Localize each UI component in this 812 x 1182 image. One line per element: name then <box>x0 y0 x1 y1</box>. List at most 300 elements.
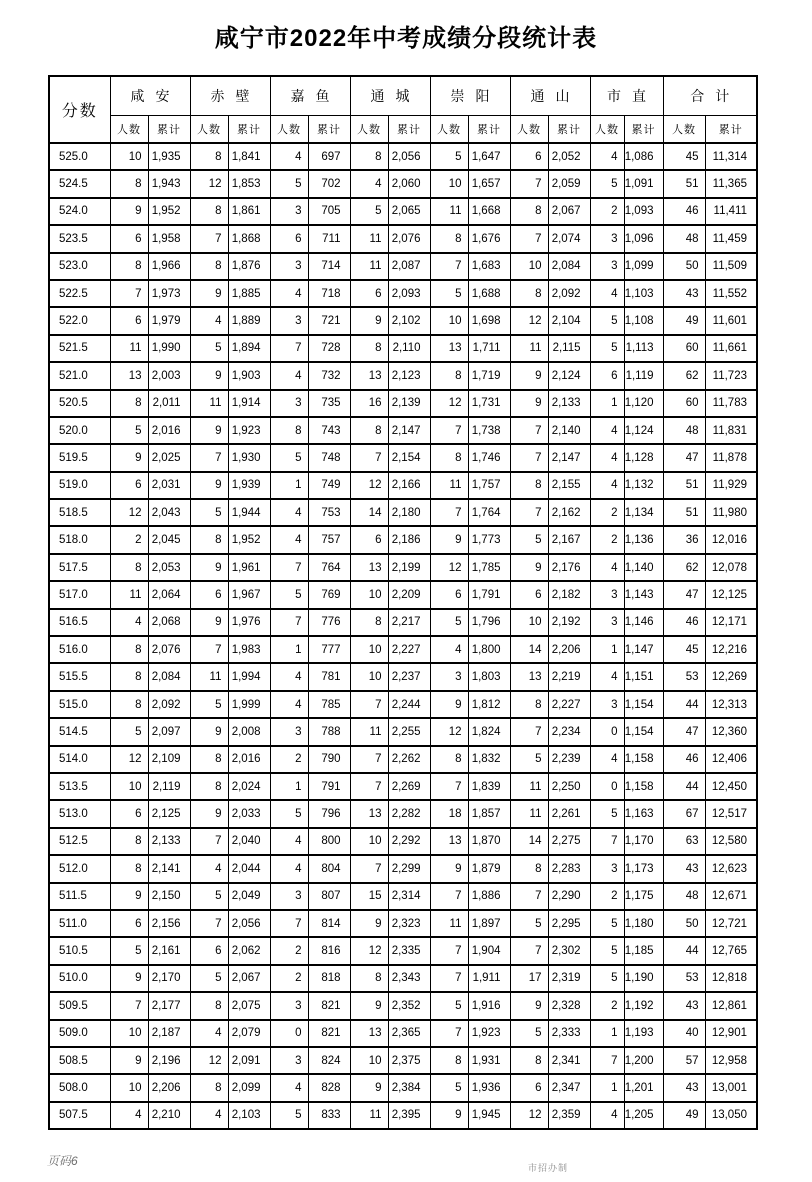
score-cell: 519.5 <box>49 444 110 471</box>
count-cell: 5 <box>590 965 624 992</box>
cumulative-cell: 2,016 <box>228 746 270 773</box>
count-cell: 5 <box>190 335 228 362</box>
count-cell: 1 <box>270 773 308 800</box>
cumulative-cell: 2,239 <box>548 746 590 773</box>
cumulative-cell: 2,255 <box>388 718 430 745</box>
count-cell: 4 <box>590 444 624 471</box>
count-cell: 9 <box>190 472 228 499</box>
count-cell: 11 <box>430 198 468 225</box>
cumulative-cell: 2,176 <box>548 554 590 581</box>
count-cell: 14 <box>510 828 548 855</box>
count-cell: 7 <box>350 855 388 882</box>
cumulative-cell: 12,721 <box>705 910 757 937</box>
cumulative-cell: 2,156 <box>148 910 190 937</box>
cumulative-cell: 2,103 <box>228 1102 270 1129</box>
score-cell: 512.5 <box>49 828 110 855</box>
cumulative-cell: 12,016 <box>705 526 757 553</box>
cumulative-cell: 2,187 <box>148 1020 190 1047</box>
count-cell: 9 <box>430 526 468 553</box>
cumulative-cell: 11,552 <box>705 280 757 307</box>
count-cell: 9 <box>110 198 148 225</box>
count-cell: 0 <box>590 718 624 745</box>
cumulative-cell: 753 <box>308 499 350 526</box>
count-cell: 62 <box>663 362 705 389</box>
count-cell: 8 <box>350 335 388 362</box>
cumulative-cell: 2,024 <box>228 773 270 800</box>
count-cell: 3 <box>270 253 308 280</box>
count-cell: 13 <box>350 362 388 389</box>
cumulative-cell: 2,219 <box>548 663 590 690</box>
count-cell: 6 <box>510 1074 548 1101</box>
count-cell: 7 <box>510 444 548 471</box>
cumulative-cell: 2,167 <box>548 526 590 553</box>
count-cell: 4 <box>270 828 308 855</box>
cumulative-cell: 1,175 <box>624 883 663 910</box>
count-cell: 4 <box>270 663 308 690</box>
cumulative-cell: 1,914 <box>228 390 270 417</box>
count-cell: 9 <box>350 307 388 334</box>
cumulative-cell: 2,040 <box>228 828 270 855</box>
count-cell: 5 <box>190 883 228 910</box>
cumulative-cell: 1,185 <box>624 937 663 964</box>
score-cell: 514.5 <box>49 718 110 745</box>
count-cell: 8 <box>110 855 148 882</box>
cumulative-cell: 2,045 <box>148 526 190 553</box>
cumulative-cell: 1,943 <box>148 170 190 197</box>
count-cell: 11 <box>350 718 388 745</box>
count-cell: 2 <box>590 992 624 1019</box>
cumulative-cell: 2,093 <box>388 280 430 307</box>
count-cell: 9 <box>110 1047 148 1074</box>
count-cell: 14 <box>350 499 388 526</box>
cumulative-cell: 12,269 <box>705 663 757 690</box>
cumulative-cell: 12,517 <box>705 800 757 827</box>
cumulative-cell: 2,182 <box>548 581 590 608</box>
count-cell: 14 <box>510 636 548 663</box>
score-cell: 519.0 <box>49 472 110 499</box>
count-cell: 47 <box>663 581 705 608</box>
count-cell: 2 <box>590 198 624 225</box>
score-column-header: 分数 <box>49 76 110 143</box>
score-cell: 510.0 <box>49 965 110 992</box>
subheader-count: 人数 <box>663 116 705 144</box>
count-cell: 5 <box>590 937 624 964</box>
count-cell: 7 <box>510 883 548 910</box>
count-cell: 1 <box>590 390 624 417</box>
cumulative-cell: 791 <box>308 773 350 800</box>
cumulative-cell: 2,049 <box>228 883 270 910</box>
cumulative-cell: 2,261 <box>548 800 590 827</box>
table-row <box>49 335 757 362</box>
count-cell: 4 <box>270 691 308 718</box>
table-row <box>49 691 757 718</box>
count-cell: 9 <box>430 1102 468 1129</box>
count-cell: 8 <box>430 444 468 471</box>
group-header-row <box>49 76 757 116</box>
cumulative-cell: 1,099 <box>624 253 663 280</box>
cumulative-cell: 1,832 <box>468 746 510 773</box>
count-cell: 11 <box>430 910 468 937</box>
count-cell: 0 <box>270 1020 308 1047</box>
cumulative-cell: 2,060 <box>388 170 430 197</box>
count-cell: 6 <box>510 581 548 608</box>
score-cell: 511.0 <box>49 910 110 937</box>
cumulative-cell: 2,076 <box>148 636 190 663</box>
cumulative-cell: 702 <box>308 170 350 197</box>
cumulative-cell: 2,180 <box>388 499 430 526</box>
group-header-jiayu: 嘉鱼 <box>270 76 350 116</box>
count-cell: 8 <box>510 472 548 499</box>
cumulative-cell: 12,765 <box>705 937 757 964</box>
score-cell: 516.0 <box>49 636 110 663</box>
subheader-cumulative: 累计 <box>388 116 430 144</box>
count-cell: 8 <box>110 691 148 718</box>
count-cell: 9 <box>430 855 468 882</box>
count-cell: 3 <box>270 390 308 417</box>
subheader-cumulative: 累计 <box>624 116 663 144</box>
count-cell: 3 <box>590 581 624 608</box>
cumulative-cell: 1,143 <box>624 581 663 608</box>
count-cell: 9 <box>190 362 228 389</box>
cumulative-cell: 1,876 <box>228 253 270 280</box>
cumulative-cell: 1,803 <box>468 663 510 690</box>
cumulative-cell: 1,894 <box>228 335 270 362</box>
count-cell: 11 <box>350 253 388 280</box>
cumulative-cell: 1,154 <box>624 691 663 718</box>
count-cell: 8 <box>190 1074 228 1101</box>
count-cell: 8 <box>350 609 388 636</box>
cumulative-cell: 1,800 <box>468 636 510 663</box>
cumulative-cell: 718 <box>308 280 350 307</box>
cumulative-cell: 2,084 <box>148 663 190 690</box>
count-cell: 10 <box>430 170 468 197</box>
cumulative-cell: 2,064 <box>148 581 190 608</box>
cumulative-cell: 1,119 <box>624 362 663 389</box>
count-cell: 8 <box>110 390 148 417</box>
table-row <box>49 526 757 553</box>
cumulative-cell: 2,119 <box>148 773 190 800</box>
cumulative-cell: 1,979 <box>148 307 190 334</box>
cumulative-cell: 2,359 <box>548 1102 590 1129</box>
count-cell: 10 <box>350 1047 388 1074</box>
cumulative-cell: 1,103 <box>624 280 663 307</box>
count-cell: 7 <box>270 910 308 937</box>
count-cell: 8 <box>190 992 228 1019</box>
cumulative-cell: 1,923 <box>228 417 270 444</box>
score-cell: 524.0 <box>49 198 110 225</box>
cumulative-cell: 2,237 <box>388 663 430 690</box>
score-cell: 523.0 <box>49 253 110 280</box>
cumulative-cell: 2,177 <box>148 992 190 1019</box>
table-row <box>49 800 757 827</box>
count-cell: 9 <box>190 718 228 745</box>
cumulative-cell: 11,509 <box>705 253 757 280</box>
count-cell: 3 <box>270 198 308 225</box>
cumulative-cell: 781 <box>308 663 350 690</box>
count-cell: 13 <box>350 800 388 827</box>
cumulative-cell: 11,314 <box>705 143 757 170</box>
cumulative-cell: 1,911 <box>468 965 510 992</box>
cumulative-cell: 2,217 <box>388 609 430 636</box>
subheader-count: 人数 <box>110 116 148 144</box>
count-cell: 53 <box>663 663 705 690</box>
score-cell: 508.5 <box>49 1047 110 1074</box>
cumulative-cell: 1,967 <box>228 581 270 608</box>
score-cell: 513.5 <box>49 773 110 800</box>
cumulative-cell: 1,158 <box>624 746 663 773</box>
count-cell: 11 <box>510 335 548 362</box>
table-row <box>49 280 757 307</box>
table-row <box>49 143 757 170</box>
score-cell: 507.5 <box>49 1102 110 1129</box>
count-cell: 5 <box>190 965 228 992</box>
cumulative-cell: 2,282 <box>388 800 430 827</box>
group-header-shizhi: 市直 <box>590 76 663 116</box>
count-cell: 7 <box>110 280 148 307</box>
count-cell: 6 <box>190 937 228 964</box>
cumulative-cell: 1,158 <box>624 773 663 800</box>
cumulative-cell: 1,930 <box>228 444 270 471</box>
score-cell: 514.0 <box>49 746 110 773</box>
count-cell: 9 <box>190 280 228 307</box>
cumulative-cell: 2,262 <box>388 746 430 773</box>
count-cell: 51 <box>663 472 705 499</box>
count-cell: 3 <box>270 883 308 910</box>
cumulative-cell: 2,323 <box>388 910 430 937</box>
cumulative-cell: 1,190 <box>624 965 663 992</box>
cumulative-cell: 1,091 <box>624 170 663 197</box>
cumulative-cell: 1,731 <box>468 390 510 417</box>
cumulative-cell: 1,952 <box>148 198 190 225</box>
count-cell: 47 <box>663 718 705 745</box>
count-cell: 12 <box>350 937 388 964</box>
cumulative-cell: 2,139 <box>388 390 430 417</box>
cumulative-cell: 1,916 <box>468 992 510 1019</box>
count-cell: 12 <box>510 1102 548 1129</box>
count-cell: 3 <box>270 1047 308 1074</box>
count-cell: 57 <box>663 1047 705 1074</box>
count-cell: 8 <box>510 280 548 307</box>
count-cell: 15 <box>350 883 388 910</box>
cumulative-cell: 800 <box>308 828 350 855</box>
cumulative-cell: 11,980 <box>705 499 757 526</box>
count-cell: 9 <box>350 910 388 937</box>
cumulative-cell: 1,136 <box>624 526 663 553</box>
subheader-cumulative: 累计 <box>468 116 510 144</box>
count-cell: 11 <box>190 390 228 417</box>
page-number-label: 页码6 <box>47 1154 78 1168</box>
cumulative-cell: 12,171 <box>705 609 757 636</box>
cumulative-cell: 2,250 <box>548 773 590 800</box>
cumulative-cell: 2,084 <box>548 253 590 280</box>
count-cell: 7 <box>430 253 468 280</box>
count-cell: 5 <box>270 800 308 827</box>
cumulative-cell: 2,109 <box>148 746 190 773</box>
count-cell: 8 <box>510 1047 548 1074</box>
count-cell: 43 <box>663 855 705 882</box>
count-cell: 13 <box>510 663 548 690</box>
cumulative-cell: 2,033 <box>228 800 270 827</box>
cumulative-cell: 1,719 <box>468 362 510 389</box>
table-row <box>49 581 757 608</box>
count-cell: 5 <box>430 280 468 307</box>
cumulative-cell: 11,783 <box>705 390 757 417</box>
count-cell: 8 <box>350 417 388 444</box>
count-cell: 13 <box>110 362 148 389</box>
count-cell: 5 <box>270 170 308 197</box>
cumulative-cell: 721 <box>308 307 350 334</box>
count-cell: 5 <box>510 526 548 553</box>
count-cell: 1 <box>270 636 308 663</box>
cumulative-cell: 11,601 <box>705 307 757 334</box>
cumulative-cell: 2,141 <box>148 855 190 882</box>
cumulative-cell: 2,209 <box>388 581 430 608</box>
count-cell: 7 <box>350 773 388 800</box>
count-cell: 9 <box>190 609 228 636</box>
cumulative-cell: 2,076 <box>388 225 430 252</box>
table-row <box>49 1020 757 1047</box>
count-cell: 10 <box>110 1074 148 1101</box>
table-row <box>49 910 757 937</box>
subheader-count: 人数 <box>430 116 468 144</box>
count-cell: 7 <box>510 170 548 197</box>
count-cell: 8 <box>110 828 148 855</box>
count-cell: 8 <box>350 965 388 992</box>
count-cell: 3 <box>590 691 624 718</box>
count-cell: 12 <box>430 390 468 417</box>
subheader-cumulative: 累计 <box>308 116 350 144</box>
count-cell: 12 <box>430 718 468 745</box>
cumulative-cell: 1,146 <box>624 609 663 636</box>
cumulative-cell: 1,861 <box>228 198 270 225</box>
count-cell: 7 <box>190 225 228 252</box>
count-cell: 5 <box>270 581 308 608</box>
subheader-row <box>49 116 757 144</box>
cumulative-cell: 1,683 <box>468 253 510 280</box>
cumulative-cell: 2,206 <box>548 636 590 663</box>
count-cell: 9 <box>110 965 148 992</box>
cumulative-cell: 11,365 <box>705 170 757 197</box>
score-cell: 517.0 <box>49 581 110 608</box>
table-row <box>49 499 757 526</box>
cumulative-cell: 2,275 <box>548 828 590 855</box>
count-cell: 7 <box>430 937 468 964</box>
count-cell: 10 <box>110 1020 148 1047</box>
cumulative-cell: 2,097 <box>148 718 190 745</box>
count-cell: 7 <box>270 335 308 362</box>
count-cell: 8 <box>110 253 148 280</box>
cumulative-cell: 2,056 <box>388 143 430 170</box>
count-cell: 11 <box>110 335 148 362</box>
cumulative-cell: 1,688 <box>468 280 510 307</box>
cumulative-cell: 1,961 <box>228 554 270 581</box>
score-cell: 513.0 <box>49 800 110 827</box>
count-cell: 4 <box>190 855 228 882</box>
count-cell: 7 <box>430 417 468 444</box>
cumulative-cell: 2,343 <box>388 965 430 992</box>
count-cell: 8 <box>190 253 228 280</box>
cumulative-cell: 749 <box>308 472 350 499</box>
count-cell: 17 <box>510 965 548 992</box>
cumulative-cell: 1,192 <box>624 992 663 1019</box>
cumulative-cell: 2,031 <box>148 472 190 499</box>
cumulative-cell: 1,738 <box>468 417 510 444</box>
subheader-count: 人数 <box>510 116 548 144</box>
count-cell: 13 <box>430 335 468 362</box>
cumulative-cell: 2,140 <box>548 417 590 444</box>
count-cell: 3 <box>590 253 624 280</box>
cumulative-cell: 1,983 <box>228 636 270 663</box>
count-cell: 3 <box>270 992 308 1019</box>
count-cell: 5 <box>430 992 468 1019</box>
cumulative-cell: 12,216 <box>705 636 757 663</box>
table-row <box>49 746 757 773</box>
cumulative-cell: 1,093 <box>624 198 663 225</box>
cumulative-cell: 777 <box>308 636 350 663</box>
group-header-tongcheng: 通城 <box>350 76 430 116</box>
cumulative-cell: 732 <box>308 362 350 389</box>
table-row <box>49 773 757 800</box>
score-cell: 517.5 <box>49 554 110 581</box>
count-cell: 63 <box>663 828 705 855</box>
count-cell: 6 <box>270 225 308 252</box>
table-row <box>49 307 757 334</box>
cumulative-cell: 2,008 <box>228 718 270 745</box>
cumulative-cell: 12,360 <box>705 718 757 745</box>
count-cell: 43 <box>663 280 705 307</box>
cumulative-cell: 764 <box>308 554 350 581</box>
count-cell: 11 <box>190 663 228 690</box>
count-cell: 43 <box>663 992 705 1019</box>
count-cell: 4 <box>270 526 308 553</box>
cumulative-cell: 2,087 <box>388 253 430 280</box>
count-cell: 5 <box>270 444 308 471</box>
count-cell: 4 <box>110 1102 148 1129</box>
cumulative-cell: 2,210 <box>148 1102 190 1129</box>
cumulative-cell: 1,132 <box>624 472 663 499</box>
count-cell: 10 <box>350 636 388 663</box>
cumulative-cell: 1,200 <box>624 1047 663 1074</box>
count-cell: 7 <box>430 1020 468 1047</box>
count-cell: 4 <box>590 554 624 581</box>
count-cell: 7 <box>350 691 388 718</box>
count-cell: 44 <box>663 937 705 964</box>
cumulative-cell: 2,056 <box>228 910 270 937</box>
cumulative-cell: 711 <box>308 225 350 252</box>
count-cell: 7 <box>430 883 468 910</box>
cumulative-cell: 769 <box>308 581 350 608</box>
count-cell: 4 <box>270 280 308 307</box>
page-title: 咸宁市2022年中考成绩分段统计表 <box>214 25 598 52</box>
cumulative-cell: 2,154 <box>388 444 430 471</box>
group-header-chibi: 赤壁 <box>190 76 270 116</box>
cumulative-cell: 1,151 <box>624 663 663 690</box>
cumulative-cell: 2,092 <box>148 691 190 718</box>
group-header-chongyang: 崇阳 <box>430 76 510 116</box>
count-cell: 40 <box>663 1020 705 1047</box>
count-cell: 4 <box>270 362 308 389</box>
cumulative-cell: 11,661 <box>705 335 757 362</box>
cumulative-cell: 818 <box>308 965 350 992</box>
count-cell: 5 <box>190 691 228 718</box>
cumulative-cell: 12,671 <box>705 883 757 910</box>
count-cell: 4 <box>430 636 468 663</box>
count-cell: 10 <box>110 773 148 800</box>
count-cell: 43 <box>663 1074 705 1101</box>
count-cell: 67 <box>663 800 705 827</box>
cumulative-cell: 2,395 <box>388 1102 430 1129</box>
score-cell: 522.5 <box>49 280 110 307</box>
